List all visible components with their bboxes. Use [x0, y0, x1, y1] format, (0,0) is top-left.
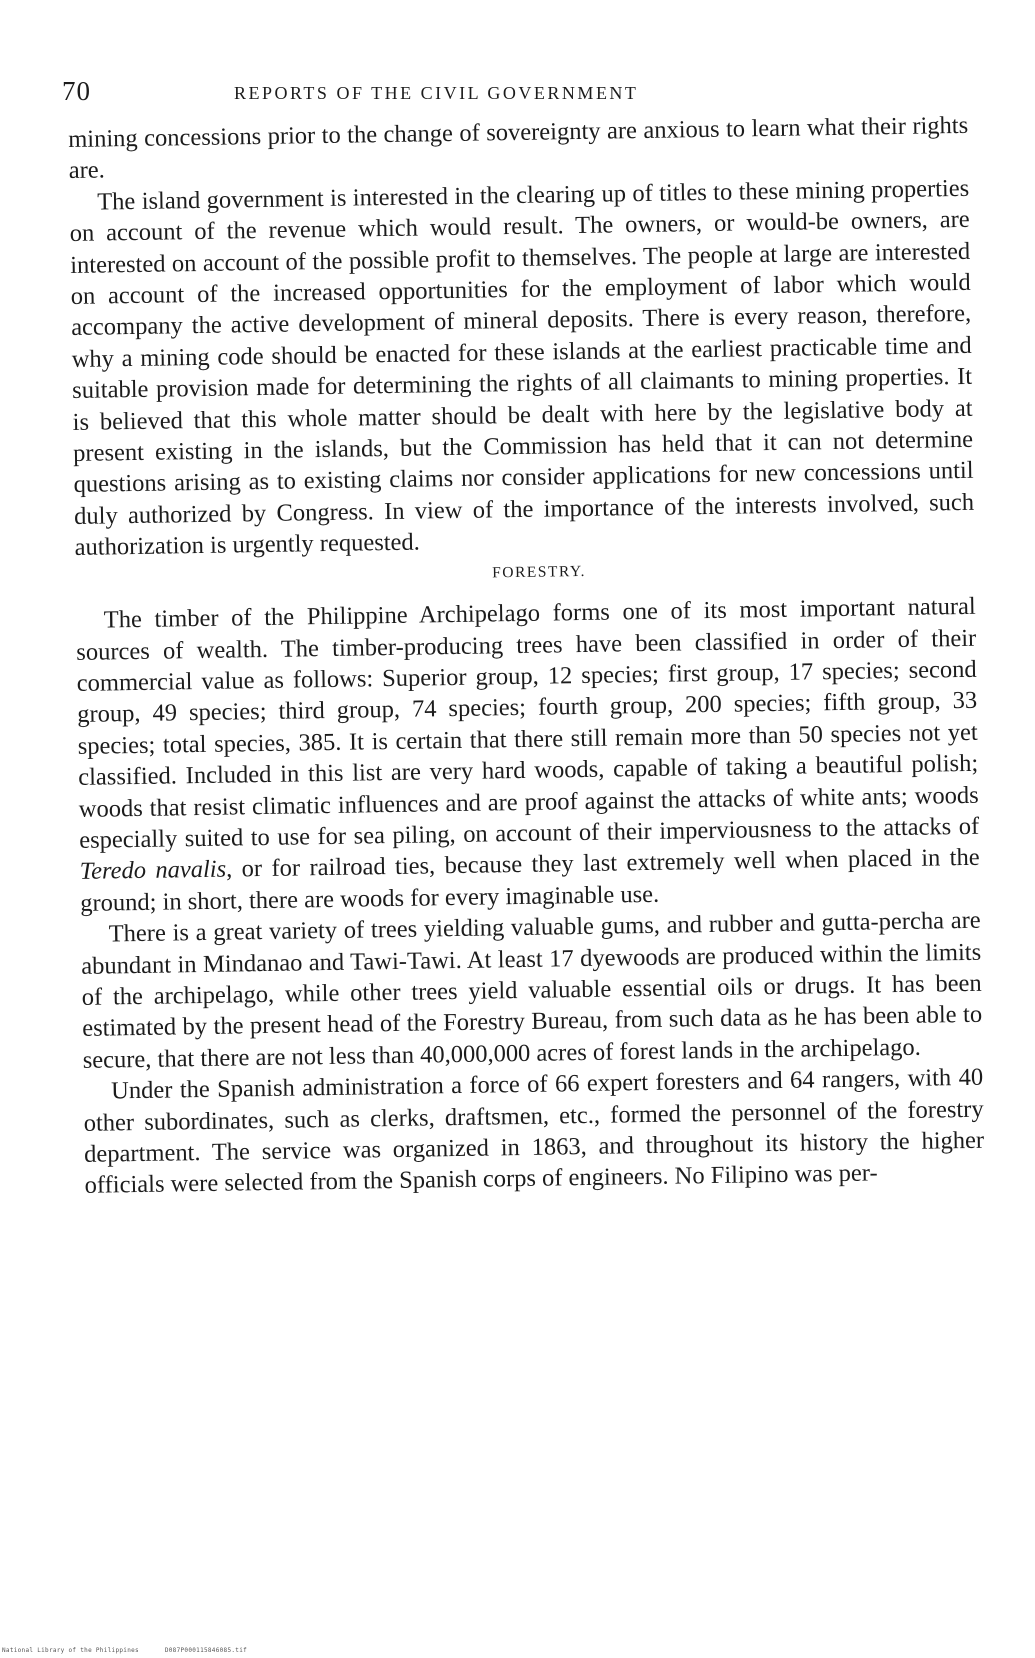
scan-footer: [2, 1647, 269, 1654]
page-header: [62, 76, 972, 108]
paragraph-mining-code: The island government is interested in the clearing up of titles to these mining properties on account of the revenue which would result. The owners, or would-be owners, are interested on account of the possible profit to themselves. The people at large are interested on account of the increased opportunities for the employment of labor which would accompany the active development of mineral deposits. There is every reason, therefore, why a mining code should be enacted for these islands at the earliest practicable time and suitable provision made for determining the rights of all claimants to mining properties. It is believed that this whole matter should be dealt with here by the legislative body at present existing in the islands, but the Commission has held that it can not determine questions arising as to existing claims nor consider applications for new concessions until duly authorized by Congress. In view of the importance of the interests involved, such authorization is urgently requested.: [69, 174, 975, 562]
running-head: REPORTS OF THE CIVIL GOVERNMENT: [234, 83, 639, 103]
paragraph-timber-end: , or for railroad ties, because they last extremely well when placed in the ground; in short, there are woods for every imaginable use.: [80, 844, 980, 917]
paragraph-timber: [76, 591, 981, 919]
paragraph-gums-dyewoods: There is a great variety of trees yielding valuable gums, and rubber and gutta-percha are abundant in Mindanao and Tawi-Tawi. At least 17 dyewoods are produced within the limits of the archipelago, while other trees yield valuable essential oils or drugs. It has been estimated by the present head of the Forestry Bureau, from such data as he has been able to secure, that there are not less than 40,000,000 acres of forest lands in the archipelago.: [81, 906, 983, 1074]
paragraph-timber-text: The timber of the Philippine Archipelago forms one of its most important natural sources of wealth. The timber-producing trees have been classified in order of their commercial value as follows: Superior group, 12 species; first group, 17 species; second group, 49 species; third group, 74 species; fourth group, 200 species; fifth group, 33 species; total species, 385. It is certain that there still remain more than 50 species not yet classified. Included in this list are very hard woods, capable of taking a beautiful polish; woods that resist climatic influences and are proof against the attacks of white ants; woods especially suited to use for sea piling, on account of their imperviousness to the attacks of: [76, 592, 980, 854]
paragraph-spanish-administration: Under the Spanish administration a force of 66 expert foresters and 64 rangers, with 40 other subordinates, such as clerks, draftsmen, etc., formed the personnel of the forestry department. The service was organized in 1863, and throughout its history the higher officials were selected from the Spanish corps of engineers. No Filipino was per-: [83, 1063, 985, 1200]
footer-file: D087P000115846085.tif: [164, 1647, 248, 1654]
page-number: 70: [62, 76, 91, 106]
section-heading-forestry: FORESTRY.: [492, 562, 587, 582]
paragraph-mining-continued: mining concessions prior to the change of sovereignty are anxious to learn what their rights are.: [68, 111, 969, 185]
species-name-italic: Teredo navalis: [79, 855, 227, 886]
footer-library: National Library of the Philippines: [2, 1647, 139, 1654]
body-text: [68, 110, 985, 1202]
